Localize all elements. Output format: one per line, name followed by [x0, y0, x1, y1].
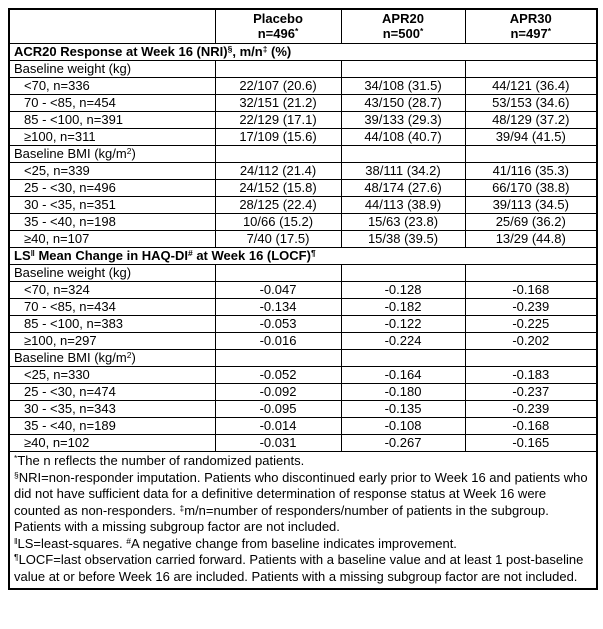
table-row	[9, 129, 597, 146]
footnote: §NRI=non-responder imputation. Patients who discontinued early prior to Week 16 and patients who did not have sufficient data for a definitive determination of response status at Week 16 were counted as non-responders. ‡m/n=number of responders/number of patients in the subgroup. Patients with a missing subgroup factor are not included.	[14, 469, 588, 534]
row-label: 35 - <40, n=189	[9, 418, 215, 435]
column-header-apr20	[341, 9, 465, 44]
value-cell: -0.016	[215, 333, 341, 350]
table-header-row	[9, 9, 597, 44]
row-label: 35 - <40, n=198	[9, 214, 215, 231]
value-cell: 39/94 (41.5)	[465, 129, 597, 146]
table-header	[9, 9, 597, 44]
value-cell: -0.047	[215, 282, 341, 299]
results-table	[8, 8, 598, 590]
column-header-apr30	[465, 9, 597, 44]
value-cell: -0.053	[215, 316, 341, 333]
empty-cell	[215, 61, 341, 78]
value-cell: 13/29 (44.8)	[465, 231, 597, 248]
row-label: 85 - <100, n=383	[9, 316, 215, 333]
value-cell: -0.237	[465, 384, 597, 401]
table-row	[9, 163, 597, 180]
column-header-apr30-n: n=497*	[510, 26, 552, 41]
empty-cell	[341, 265, 465, 282]
value-cell: 48/174 (27.6)	[341, 180, 465, 197]
footnotes-cell	[9, 452, 597, 590]
value-cell: -0.183	[465, 367, 597, 384]
empty-cell	[465, 350, 597, 367]
value-cell: -0.225	[465, 316, 597, 333]
table-row	[9, 214, 597, 231]
table-row	[9, 231, 597, 248]
value-cell: -0.165	[465, 435, 597, 452]
table-row	[9, 316, 597, 333]
column-header-apr30-name: APR30	[509, 11, 552, 26]
table-row	[9, 112, 597, 129]
table-row	[9, 299, 597, 316]
section-title-row-haq-di-change	[9, 248, 597, 265]
table-row	[9, 401, 597, 418]
column-header-placebo-name: Placebo	[253, 11, 303, 26]
row-label: 70 - <85, n=434	[9, 299, 215, 316]
value-cell: -0.267	[341, 435, 465, 452]
empty-cell	[465, 61, 597, 78]
value-cell: -0.134	[215, 299, 341, 316]
value-cell: 25/69 (36.2)	[465, 214, 597, 231]
empty-cell	[341, 146, 465, 163]
value-cell: -0.239	[465, 401, 597, 418]
group-label-row-haq-baseline-bmi	[9, 350, 597, 367]
value-cell: 53/153 (34.6)	[465, 95, 597, 112]
value-cell: -0.168	[465, 418, 597, 435]
group-label-acr20-baseline-bmi: Baseline BMI $(kg/m^2)$	[9, 146, 215, 163]
row-label: 85 - <100, n=391	[9, 112, 215, 129]
table-row	[9, 78, 597, 95]
table-body	[9, 44, 597, 590]
row-label: ≥40, n=102	[9, 435, 215, 452]
value-cell: 66/170 (38.8)	[465, 180, 597, 197]
value-cell: -0.014	[215, 418, 341, 435]
section-title-acr20-response: ACR20 Response at Week 16 (NRI)§, m/n‡ (%)	[9, 44, 597, 61]
value-cell: 24/112 (21.4)	[215, 163, 341, 180]
value-cell: 48/129 (37.2)	[465, 112, 597, 129]
value-cell: 15/63 (23.8)	[341, 214, 465, 231]
value-cell: 44/113 (38.9)	[341, 197, 465, 214]
value-cell: 17/109 (15.6)	[215, 129, 341, 146]
group-label-haq-baseline-weight: Baseline weight (kg)	[9, 265, 215, 282]
group-label-acr20-baseline-weight: Baseline weight (kg)	[9, 61, 215, 78]
value-cell: 43/150 (28.7)	[341, 95, 465, 112]
value-cell: 39/113 (34.5)	[465, 197, 597, 214]
section-title-haq-di-change: LS‖ Mean Change in HAQ-DI# at Week 16 (LOCF)¶	[9, 248, 597, 265]
table-row	[9, 333, 597, 350]
value-cell: -0.182	[341, 299, 465, 316]
row-label: 30 - <35, n=351	[9, 197, 215, 214]
value-cell: -0.164	[341, 367, 465, 384]
footnote: ‖LS=least-squares. #A negative change from baseline indicates improvement.	[14, 535, 457, 551]
value-cell: 44/108 (40.7)	[341, 129, 465, 146]
value-cell: 44/121 (36.4)	[465, 78, 597, 95]
row-label: 30 - <35, n=343	[9, 401, 215, 418]
empty-cell	[215, 350, 341, 367]
value-cell: -0.168	[465, 282, 597, 299]
value-cell: -0.052	[215, 367, 341, 384]
row-label: 70 - <85, n=454	[9, 95, 215, 112]
value-cell: 41/116 (35.3)	[465, 163, 597, 180]
empty-cell	[341, 61, 465, 78]
value-cell: 39/133 (29.3)	[341, 112, 465, 129]
value-cell: 10/66 (15.2)	[215, 214, 341, 231]
column-header-placebo-n: n=496*	[257, 26, 299, 41]
value-cell: -0.135	[341, 401, 465, 418]
value-cell: -0.092	[215, 384, 341, 401]
value-cell: 32/151 (21.2)	[215, 95, 341, 112]
empty-cell	[215, 146, 341, 163]
empty-cell	[341, 350, 465, 367]
value-cell: -0.031	[215, 435, 341, 452]
row-label: ≥100, n=311	[9, 129, 215, 146]
footnote: ¶LOCF=last observation carried forward. Patients with a baseline value and at least 1 post-baseline value at or before Week 16 are included. Patients with a missing subgroup factor are not included.	[14, 552, 584, 584]
value-cell: -0.224	[341, 333, 465, 350]
value-cell: -0.128	[341, 282, 465, 299]
group-label-row-acr20-baseline-weight	[9, 61, 597, 78]
group-label-row-haq-baseline-weight	[9, 265, 597, 282]
row-label: ≥100, n=297	[9, 333, 215, 350]
column-header-placebo	[215, 9, 341, 44]
table-row	[9, 197, 597, 214]
table-row	[9, 180, 597, 197]
value-cell: 22/107 (20.6)	[215, 78, 341, 95]
group-label-haq-baseline-bmi: Baseline BMI $(kg/m^2)$	[9, 350, 215, 367]
table-row	[9, 418, 597, 435]
empty-cell	[465, 146, 597, 163]
value-cell: -0.108	[341, 418, 465, 435]
corner-cell	[9, 9, 215, 44]
value-cell: 34/108 (31.5)	[341, 78, 465, 95]
footnote: *The n reflects the number of randomized patients.	[14, 453, 305, 468]
footnotes-row	[9, 452, 597, 590]
column-header-apr20-name: APR20	[382, 11, 424, 26]
empty-cell	[215, 265, 341, 282]
table-row	[9, 95, 597, 112]
value-cell: -0.202	[465, 333, 597, 350]
section-title-row-acr20-response	[9, 44, 597, 61]
value-cell: 15/38 (39.5)	[341, 231, 465, 248]
value-cell: -0.180	[341, 384, 465, 401]
value-cell: 7/40 (17.5)	[215, 231, 341, 248]
table-row	[9, 282, 597, 299]
row-label: <25, n=339	[9, 163, 215, 180]
table-row	[9, 384, 597, 401]
value-cell: -0.122	[341, 316, 465, 333]
row-label: <70, n=336	[9, 78, 215, 95]
row-label: ≥40, n=107	[9, 231, 215, 248]
row-label: <70, n=324	[9, 282, 215, 299]
row-label: 25 - <30, n=496	[9, 180, 215, 197]
row-label: 25 - <30, n=474	[9, 384, 215, 401]
empty-cell	[465, 265, 597, 282]
value-cell: 38/111 (34.2)	[341, 163, 465, 180]
value-cell: -0.095	[215, 401, 341, 418]
table-row	[9, 435, 597, 452]
value-cell: -0.239	[465, 299, 597, 316]
value-cell: 28/125 (22.4)	[215, 197, 341, 214]
column-header-apr20-n: n=500*	[382, 26, 424, 41]
table-row	[9, 367, 597, 384]
group-label-row-acr20-baseline-bmi	[9, 146, 597, 163]
row-label: <25, n=330	[9, 367, 215, 384]
value-cell: 24/152 (15.8)	[215, 180, 341, 197]
value-cell: 22/129 (17.1)	[215, 112, 341, 129]
